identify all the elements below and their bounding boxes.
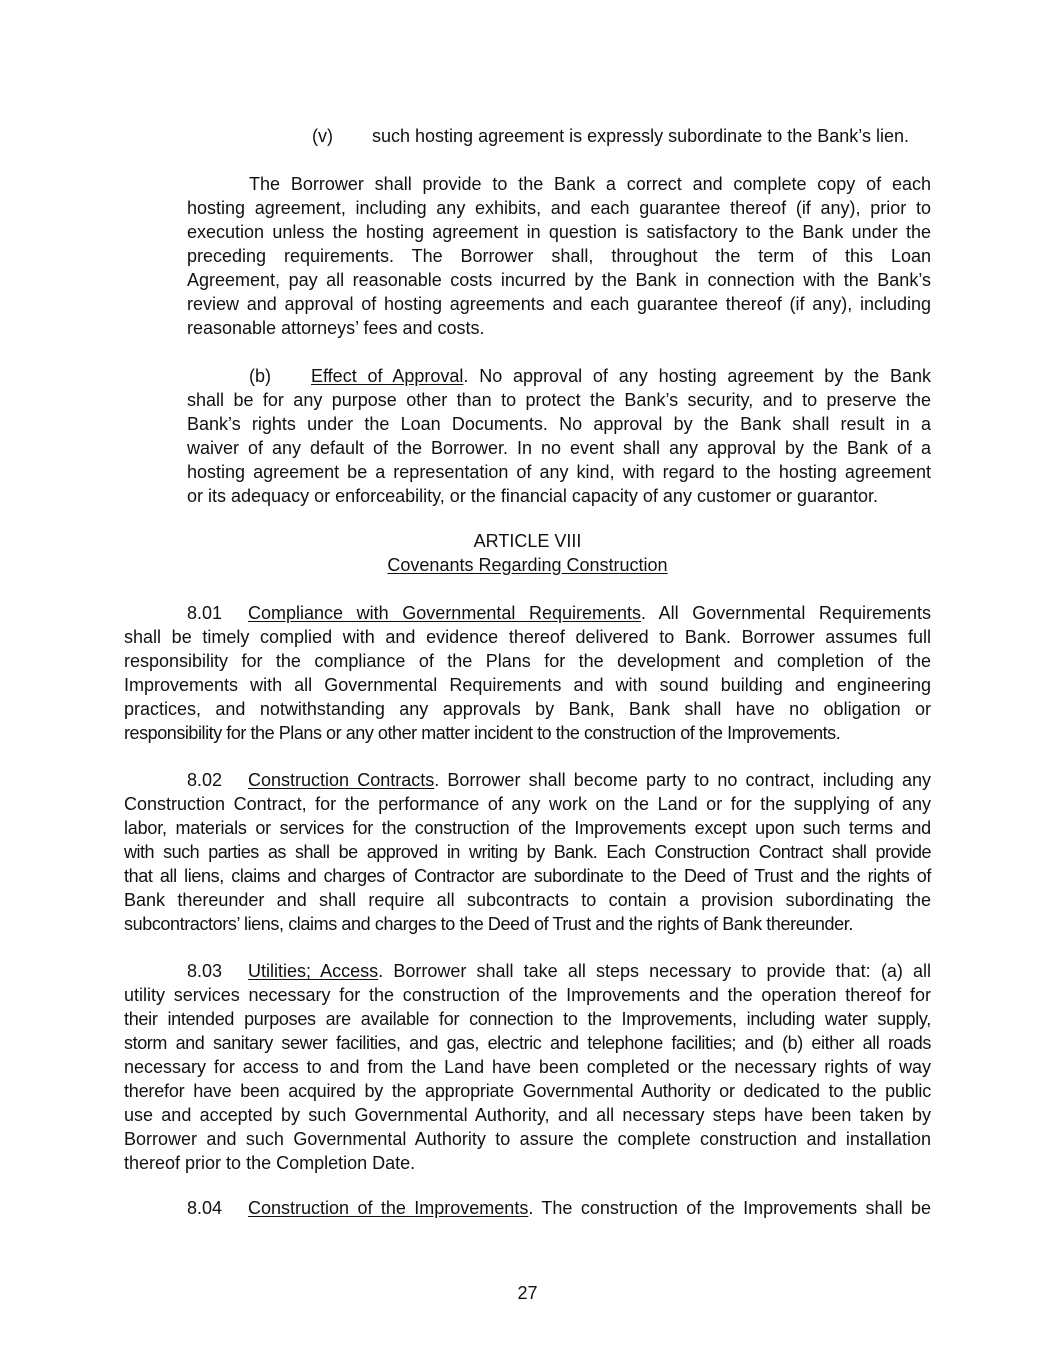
section-b-line: Bank’s rights under the Loan Documents. No approval by the Bank shall result in a <box>187 414 931 434</box>
section-802-line: Construction Contract, for the performance of any work on the Land or for the supplying of any <box>124 794 931 814</box>
article-subtitle <box>0 553 1055 577</box>
section-803-line: storm and sanitary sewer facilities, and gas, electric and telephone facilities; and (b) either all roads <box>124 1033 931 1053</box>
section-804-first-line-rest: . The construction of the Improvements shall be <box>528 1198 931 1218</box>
section-801-line: practices, and notwithstanding any approvals by Bank, Bank shall have no obligation or <box>124 699 931 719</box>
section-804-heading: Construction of the Improvements <box>248 1198 529 1218</box>
para-borrower-copy-line: hosting agreement, including any exhibits, and each guarantee thereof (if any), prior to <box>187 198 931 218</box>
article-title: ARTICLE VIII <box>473 531 582 551</box>
para-borrower-copy-line: reasonable attorneys’ fees and costs. <box>187 318 485 338</box>
section-803-line: Borrower and such Governmental Authority to assure the complete construction and installation <box>124 1129 931 1149</box>
section-804-first-line <box>248 1196 931 1220</box>
section-801-line: responsibility for the compliance of the Plans for the development and completion of the <box>124 651 931 671</box>
section-b-first-line <box>311 364 931 388</box>
section-803-first-line-rest: . Borrower shall take all steps necessary to provide that: (a) all <box>378 961 931 981</box>
section-802-first-line-rest: . Borrower shall become party to no contract, including any <box>434 770 931 790</box>
section-802-line: subcontractors’ liens, claims and charges to the Deed of Trust and the rights of Bank thereunder. <box>124 914 853 934</box>
section-803-line: thereof prior to the Completion Date. <box>124 1153 416 1173</box>
para-borrower-copy-line: Agreement, pay all reasonable costs incurred by the Bank in connection with the Bank’s <box>187 270 931 290</box>
section-803-line: their intended purposes are available for connection to the Improvements, including water supply, <box>124 1009 931 1029</box>
section-802-first-line <box>248 768 931 792</box>
section-b-line: shall be for any purpose other than to protect the Bank’s security, and to preserve the <box>187 390 931 410</box>
section-b-line: waiver of any default of the Borrower. In no event shall any approval by the Bank of a <box>187 438 931 458</box>
section-803-line: therefor have been acquired by the appropriate Governmental Authority or dedicated to the public <box>124 1081 931 1101</box>
section-803-line: utility services necessary for the construction of the Improvements and the operation thereof for <box>124 985 931 1005</box>
section-b-first-line-rest: . No approval of any hosting agreement by the Bank <box>463 366 931 386</box>
section-803-line: use and accepted by such Governmental Authority, and all necessary steps have been taken by <box>124 1105 931 1125</box>
section-803-first-line <box>248 959 931 983</box>
section-802-line: with such parties as shall be approved in writing by Bank. Each Construction Contract shall provide <box>124 842 931 862</box>
section-803-heading: Utilities; Access <box>248 961 379 981</box>
section-801-line: responsibility for the Plans or any other matter incident to the construction of the Improvements. <box>124 723 841 743</box>
para-borrower-copy-line: The Borrower shall provide to the Bank a correct and complete copy of each <box>249 174 931 194</box>
section-801-heading: Compliance with Governmental Requirements <box>248 603 642 623</box>
clause-v-marker: (v) <box>312 126 333 146</box>
section-801-first-line <box>248 601 931 625</box>
section-802-line: that all liens, claims and charges of Contractor are subordinate to the Deed of Trust and the rights of <box>124 866 931 886</box>
section-b-heading: Effect of Approval <box>311 366 464 386</box>
para-borrower-copy-line: preceding requirements. The Borrower shall, throughout the term of this Loan <box>187 246 931 266</box>
section-802-heading: Construction Contracts <box>248 770 435 790</box>
section-801-line: Improvements with all Governmental Requirements and with sound building and engineering <box>124 675 931 695</box>
section-804-number: 8.04 <box>187 1198 223 1218</box>
section-802-line: Bank thereunder and shall require all subcontracts to contain a provision subordinating the <box>124 890 931 910</box>
section-801-first-line-rest: . All Governmental Requirements <box>641 603 931 623</box>
section-803-line: necessary for access to and from the Land have been completed or the necessary rights of way <box>124 1057 931 1077</box>
para-borrower-copy-line: execution unless the hosting agreement in question is satisfactory to the Bank under the <box>187 222 931 242</box>
section-b-marker: (b) <box>249 366 271 386</box>
section-802-line: labor, materials or services for the construction of the Improvements except upon such terms and <box>124 818 931 838</box>
section-803-number: 8.03 <box>187 961 223 981</box>
article-subtitle-text: Covenants Regarding Construction <box>387 555 668 575</box>
section-802-number: 8.02 <box>187 770 223 790</box>
section-801-line: shall be timely complied with and evidence thereof delivered to Bank. Borrower assumes full <box>124 627 931 647</box>
section-801-number: 8.01 <box>187 603 223 623</box>
section-b-line: hosting agreement be a representation of any kind, with regard to the hosting agreement <box>187 462 931 482</box>
clause-v-text: such hosting agreement is expressly subordinate to the Bank’s lien. <box>372 126 909 146</box>
para-borrower-copy-line: review and approval of hosting agreements and each guarantee thereof (if any), including <box>187 294 931 314</box>
page-number: 27 <box>517 1283 538 1303</box>
section-b-line: or its adequacy or enforceability, or the financial capacity of any customer or guarantor. <box>187 486 879 506</box>
